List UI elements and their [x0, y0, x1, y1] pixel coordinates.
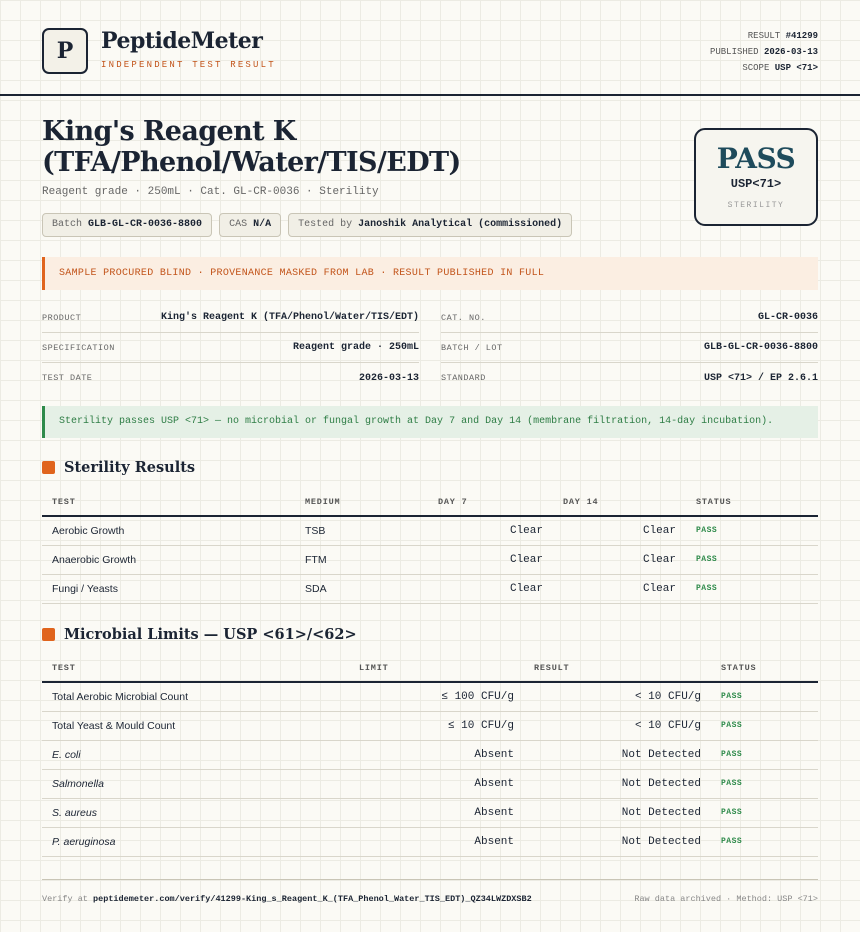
medium: FTM: [295, 545, 428, 574]
status-badge: PASS: [711, 682, 818, 711]
microbial-section-heading: [42, 626, 357, 643]
section-marker-icon: [42, 461, 55, 474]
result: Not Detected: [524, 827, 711, 856]
status-badge: PASS: [686, 574, 818, 603]
section-marker-icon: [42, 628, 55, 641]
table-row: [42, 682, 818, 711]
table-row: [42, 740, 818, 769]
info-row: [441, 303, 818, 333]
brand-tagline: INDEPENDENT TEST RESULT: [101, 60, 276, 70]
day14-result: Clear: [553, 516, 686, 545]
test-name: S. aureus: [42, 798, 349, 827]
info-value: GLB-GL-CR-0036-8800: [703, 342, 818, 353]
info-value: Reagent grade · 250mL: [292, 342, 419, 353]
tested-by-chip: Tested by Janoshik Analytical (commissioned): [288, 213, 572, 237]
table-row: [42, 827, 818, 856]
table-header-row: [42, 654, 818, 682]
day14-result: Clear: [553, 545, 686, 574]
info-left: [42, 303, 419, 393]
table-row: [42, 798, 818, 827]
column-header: DAY 14: [553, 488, 686, 516]
info-row: [42, 363, 419, 393]
day14-result: Clear: [553, 574, 686, 603]
sterility-section-heading: [42, 459, 195, 476]
test-name: Total Yeast & Mould Count: [42, 711, 349, 740]
table-row: [42, 545, 818, 574]
section-title: Sterility Results: [64, 459, 196, 476]
section-title: Microbial Limits — USP <61>/<62>: [64, 626, 357, 643]
test-name: Aerobic Growth: [42, 516, 295, 545]
info-value: 2026-03-13: [358, 372, 419, 384]
result: Not Detected: [524, 769, 711, 798]
report-footer: [42, 879, 818, 904]
sterility-table: [42, 488, 818, 604]
day7-result: Clear: [428, 516, 553, 545]
info-row: [441, 333, 818, 363]
day7-result: Clear: [428, 574, 553, 603]
info-label: STANDARD: [441, 373, 486, 383]
column-header: MEDIUM: [295, 488, 428, 516]
microbial-table: [42, 654, 818, 857]
info-label: SPECIFICATION: [42, 342, 115, 353]
title-line-2: (TFA/Phenol/Water/TIS/EDT): [42, 147, 461, 178]
status-badge: PASS: [711, 711, 818, 740]
info-label: CAT. NO.: [441, 312, 486, 323]
result: < 10 CFU/g: [524, 711, 711, 740]
test-name: Anaerobic Growth: [42, 545, 295, 574]
scope: SCOPE USP <71>: [742, 63, 818, 73]
limit: ≤ 10 CFU/g: [349, 711, 524, 740]
status-badge: PASS: [711, 740, 818, 769]
column-header: RESULT: [524, 654, 711, 682]
info-value: USP <71> / EP 2.6.1: [703, 372, 818, 384]
sterility-summary: Sterility passes USP <71> — no microbial or fungal growth at Day 7 and Day 14 (membrane filtration, 14-day incubation).: [42, 406, 818, 438]
blind-notice: SAMPLE PROCURED BLIND · PROVENANCE MASKED FROM LAB · RESULT PUBLISHED IN FULL: [42, 257, 818, 290]
result: Not Detected: [524, 798, 711, 827]
status-badge: PASS: [711, 769, 818, 798]
info-label: TEST DATE: [42, 373, 93, 383]
test-name: Total Aerobic Microbial Count: [42, 682, 349, 711]
test-name: P. aeruginosa: [42, 827, 349, 856]
limit: ≤ 100 CFU/g: [349, 682, 524, 711]
report-header: [0, 0, 860, 96]
limit: Absent: [349, 769, 524, 798]
stamp-category: STERILITY: [727, 201, 785, 210]
info-row: [42, 303, 419, 333]
table-row: [42, 769, 818, 798]
medium: SDA: [295, 574, 428, 603]
verify-label: Verify at: [42, 894, 88, 904]
verify-link[interactable]: peptidemeter.com/verify/41299-King_s_Reagent_K_(TFA_Phenol_Water_TIS_EDT)_QZ34LWZDXSB2: [93, 894, 532, 904]
status-badge: PASS: [686, 545, 818, 574]
result: < 10 CFU/g: [524, 682, 711, 711]
limit: Absent: [349, 740, 524, 769]
stamp-standard: USP<71>: [730, 177, 782, 191]
status-badge: PASS: [711, 827, 818, 856]
table-row: [42, 574, 818, 603]
info-value: King's Reagent K (TFA/Phenol/Water/TIS/EDT): [160, 312, 419, 323]
product-subtitle: Reagent grade · 250mL · Cat. GL-CR-0036 · Sterility: [42, 186, 379, 198]
archive-note: Raw data archived · Method: USP <71>: [634, 894, 818, 904]
column-header: DAY 7: [428, 488, 553, 516]
column-header: STATUS: [686, 488, 818, 516]
verdict: PASS: [716, 142, 796, 175]
verify-line: [42, 894, 532, 904]
brand-name: PeptideMeter: [101, 28, 263, 54]
info-label: PRODUCT: [42, 312, 82, 323]
title-line-1: King's Reagent K: [42, 116, 296, 147]
batch-chip: Batch GLB-GL-CR-0036-8800: [42, 213, 212, 237]
day7-result: Clear: [428, 545, 553, 574]
info-right: [441, 303, 818, 393]
result-meta: [710, 28, 818, 76]
test-name: Fungi / Yeasts: [42, 574, 295, 603]
test-name: E. coli: [42, 740, 349, 769]
table-row: [42, 516, 818, 545]
info-row: [42, 333, 419, 363]
column-header: TEST: [42, 488, 295, 516]
pass-stamp: [694, 128, 818, 226]
info-label: BATCH / LOT: [441, 342, 503, 353]
medium: TSB: [295, 516, 428, 545]
table-row: [42, 711, 818, 740]
info-value: GL-CR-0036: [757, 312, 818, 323]
result-number: RESULT #41299: [747, 31, 818, 41]
column-header: LIMIT: [349, 654, 524, 682]
status-badge: PASS: [711, 798, 818, 827]
column-header: TEST: [42, 654, 349, 682]
test-name: Salmonella: [42, 769, 349, 798]
result: Not Detected: [524, 740, 711, 769]
published-date: PUBLISHED 2026-03-13: [709, 47, 818, 57]
info-row: [441, 363, 818, 393]
table-header-row: [42, 488, 818, 516]
meta-chips: [42, 213, 572, 237]
limit: Absent: [349, 827, 524, 856]
product-title: [42, 116, 502, 178]
limit: Absent: [349, 798, 524, 827]
status-badge: PASS: [686, 516, 818, 545]
column-header: STATUS: [711, 654, 818, 682]
cas-chip: CAS N/A: [219, 213, 281, 237]
logo-icon: P: [42, 28, 88, 74]
